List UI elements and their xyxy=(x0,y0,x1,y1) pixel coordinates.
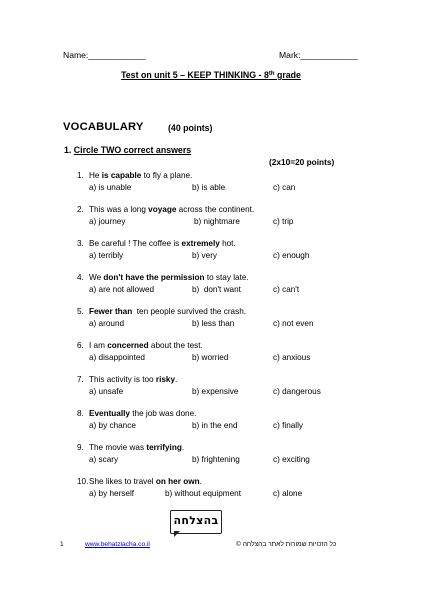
answer-option-c[interactable]: c) can xyxy=(273,183,296,192)
copyright-notice: כל הזכויות שמורות לאתר בהצלחה © xyxy=(236,541,337,548)
instruction: 1. Circle TWO correct answers xyxy=(64,145,192,155)
answer-option-a[interactable]: a) unsafe xyxy=(89,387,124,396)
test-title: Test on unit 5 – KEEP THINKING - 8th grade xyxy=(121,70,301,80)
question-text: This activity is too xyxy=(89,375,156,384)
question-text: about the test. xyxy=(148,341,203,350)
question-number: 9. xyxy=(77,443,84,452)
answer-option-a[interactable]: a) terribly xyxy=(89,251,124,260)
answer-option-b[interactable]: b) frightening xyxy=(192,455,240,464)
section-heading: VOCABULARY xyxy=(63,121,144,133)
question-text: to stay late. xyxy=(204,273,249,282)
answer-option-a[interactable]: a) are not allowed xyxy=(89,285,155,294)
answer-option-c[interactable]: c) alone xyxy=(273,489,303,498)
section-points: (40 points) xyxy=(168,123,213,133)
mark-field-label: Mark:____________ xyxy=(279,50,358,60)
question-number: 3. xyxy=(77,239,84,248)
question-4 xyxy=(77,273,249,282)
question-keyword: Fewer than xyxy=(89,307,133,316)
website-link[interactable]: www.behatzlacha.co.il xyxy=(85,541,150,548)
question-text: This was a long xyxy=(89,205,149,214)
answer-option-a[interactable]: a) scary xyxy=(89,455,119,464)
name-field-label: Name:____________ xyxy=(63,50,146,60)
question-keyword: concerned xyxy=(107,341,149,350)
question-text: the job was done. xyxy=(129,409,197,418)
answer-option-c[interactable]: c) enough xyxy=(273,251,310,260)
answer-option-a[interactable]: a) around xyxy=(89,319,125,328)
answer-option-c[interactable]: c) anxious xyxy=(273,353,311,362)
question-1 xyxy=(77,171,192,180)
answer-option-b[interactable]: b) is able xyxy=(192,183,226,192)
answer-option-b[interactable]: b) without equipment xyxy=(165,489,242,498)
question-keyword: don't have the permission xyxy=(103,273,205,282)
answer-option-b[interactable]: b) worried xyxy=(192,353,229,362)
question-5 xyxy=(77,307,246,316)
question-8 xyxy=(77,409,196,418)
answer-option-a[interactable]: a) journey xyxy=(89,217,126,226)
answer-option-b[interactable]: b) in the end xyxy=(192,421,238,430)
answer-option-c[interactable]: c) finally xyxy=(273,421,304,430)
question-text: We xyxy=(89,273,104,282)
question-text: He xyxy=(89,171,102,180)
question-number: 8. xyxy=(77,409,84,418)
answer-option-b[interactable]: b) less than xyxy=(192,319,235,328)
question-text: . xyxy=(199,477,202,486)
question-keyword: on her own xyxy=(155,477,200,486)
behatzlacha-logo: בהצלחה xyxy=(170,510,222,534)
question-keyword: terrifying xyxy=(146,443,182,452)
answer-option-a[interactable]: a) by herself xyxy=(89,489,135,498)
score-note: (2x10=20 points) xyxy=(269,157,335,167)
question-7 xyxy=(77,375,177,384)
question-text: . xyxy=(181,443,185,452)
page-number: 1 xyxy=(60,541,64,548)
question-text: . xyxy=(175,375,178,384)
answer-option-c[interactable]: c) trip xyxy=(273,217,294,226)
question-text: I am xyxy=(89,341,108,350)
answer-option-b[interactable]: b) don't want xyxy=(192,285,241,294)
answer-option-a[interactable]: a) disappointed xyxy=(89,353,145,362)
answer-option-b[interactable]: b) expensive xyxy=(192,387,239,396)
question-text: She likes to travel xyxy=(89,477,156,486)
question-keyword: Eventually xyxy=(89,409,130,418)
answer-option-c[interactable]: c) dangerous xyxy=(273,387,321,396)
question-number: 2. xyxy=(77,205,84,214)
question-text: The movie was xyxy=(89,443,147,452)
question-text: ten people survived the crash. xyxy=(132,307,247,316)
question-number: 7. xyxy=(77,375,84,384)
question-number: 5. xyxy=(77,307,84,316)
question-text: hot. xyxy=(219,239,236,248)
question-text: to fly a plane. xyxy=(141,171,193,180)
answer-option-b[interactable]: b) nightmare xyxy=(194,217,240,226)
answer-option-c[interactable]: c) exciting xyxy=(273,455,310,464)
question-number: 10. xyxy=(77,477,89,486)
answer-option-c[interactable]: c) not even xyxy=(273,319,314,328)
answer-option-a[interactable]: a) is unable xyxy=(89,183,132,192)
answer-option-c[interactable]: c) can't xyxy=(273,285,300,294)
question-text: Be careful ! The coffee is xyxy=(89,239,182,248)
question-keyword: extremely xyxy=(181,239,220,248)
question-number: 6. xyxy=(77,341,84,350)
answer-option-b[interactable]: b) very xyxy=(192,251,218,260)
question-keyword: is capable xyxy=(101,171,142,180)
question-2 xyxy=(77,205,254,214)
question-number: 4. xyxy=(77,273,84,282)
question-number: 1. xyxy=(77,171,84,180)
question-6 xyxy=(77,341,203,350)
question-text: across the continent. xyxy=(176,205,255,214)
question-9 xyxy=(77,443,184,452)
answer-option-a[interactable]: a) by chance xyxy=(89,421,136,430)
question-10 xyxy=(77,477,202,486)
question-keyword: voyage xyxy=(148,205,177,214)
question-keyword: risky xyxy=(155,375,176,384)
question-3 xyxy=(77,239,236,248)
